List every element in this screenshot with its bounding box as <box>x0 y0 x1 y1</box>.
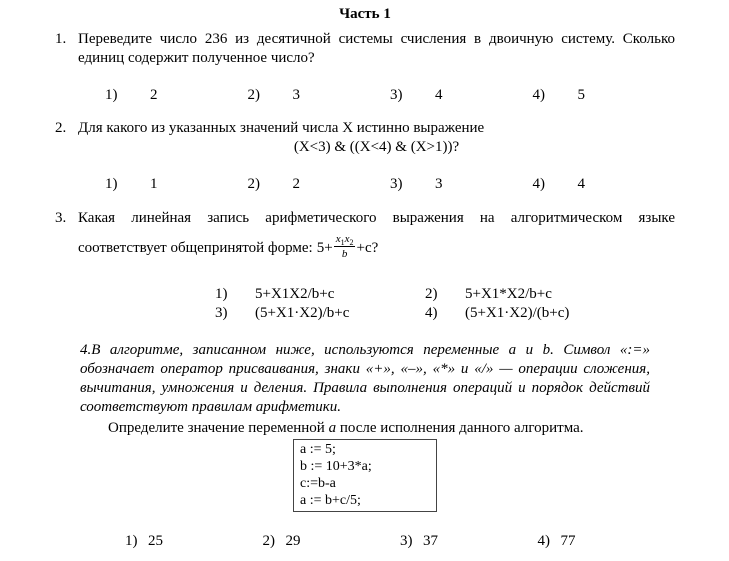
option <box>533 175 676 194</box>
option-label: 4) <box>532 176 545 192</box>
option-value: 4 <box>435 87 443 103</box>
option-value: 4 <box>577 176 585 192</box>
question-1-text: Переведите число 236 из десятичной системы счисления в двоичную систему. Сколько единиц содержит полученное число? <box>78 31 675 66</box>
code-line: c:=b-a <box>300 476 336 491</box>
option-label: 1) <box>105 176 118 192</box>
option-label: 4) <box>532 87 545 103</box>
option-value: 1 <box>150 176 158 192</box>
question-4-options <box>125 532 675 551</box>
question-2-text-line: Для какого из указанных значений числа X истинно выражение <box>78 120 485 136</box>
question-2-text <box>78 119 675 157</box>
question-3-options <box>215 285 675 323</box>
question-3-expression <box>316 232 379 262</box>
option-label: 2) <box>262 533 275 549</box>
option <box>533 86 676 105</box>
option <box>125 532 263 551</box>
option <box>538 532 676 551</box>
fraction <box>334 233 356 260</box>
question-3-text-line1: Какая линейная запись арифметического выражения на алгоритмическом языке <box>78 210 675 226</box>
option-label: 4) <box>425 305 438 321</box>
option-value: 25 <box>148 533 163 549</box>
code-line: a := b+c/5; <box>300 493 361 508</box>
option-value: 77 <box>560 533 576 549</box>
question-3-text-line2 <box>78 233 675 263</box>
question-3-text <box>78 209 675 263</box>
option-value: 3 <box>435 176 443 192</box>
option-label: 1) <box>125 533 138 549</box>
option <box>105 175 248 194</box>
question-2-options <box>105 175 675 194</box>
question-1 <box>55 30 675 68</box>
code-line: b := 10+3*a; <box>300 459 372 474</box>
question-2-number: 2. <box>55 120 67 136</box>
question-4-description: 4.В алгоритме, записанном ниже, используются переменные a и b. Символ «:=» обозначает оператор присваивания, знаки «+», «–», «*» и «/» — операции сложения, вычитания, умножения и деления. Правила выполнения операций и порядок действий соответствуют правилам арифметики. <box>80 342 650 415</box>
question-3 <box>55 209 675 263</box>
instruction-post: после исполнения данного алгоритма. <box>336 420 584 436</box>
option-label: 1) <box>105 87 118 103</box>
option-label: 3) <box>390 176 403 192</box>
option-value: 5 <box>577 87 585 103</box>
question-4-instruction <box>108 419 675 438</box>
option-label: 2) <box>247 176 260 192</box>
option <box>248 175 391 194</box>
option-value: 5+X1*X2/b+c <box>465 286 552 302</box>
option-label: 3) <box>390 87 403 103</box>
option <box>105 86 248 105</box>
option-row <box>215 304 675 323</box>
option-label: 2) <box>247 87 260 103</box>
fraction-denominator: b <box>341 247 348 260</box>
fraction-numerator: $x_1x_2$ <box>335 232 354 247</box>
option <box>400 532 538 551</box>
expression-prefix: 5+ <box>316 239 333 256</box>
option-label: 3) <box>215 305 228 321</box>
question-2 <box>55 119 675 157</box>
instruction-pre: Определите значение переменной <box>108 420 329 436</box>
option-row <box>215 285 675 304</box>
algorithm-code-box <box>293 439 437 512</box>
option-value: 3 <box>292 87 300 103</box>
option <box>390 86 533 105</box>
option-value: 37 <box>423 533 438 549</box>
option-value: 2 <box>292 176 300 192</box>
option-label: 2) <box>425 286 438 302</box>
question-2-formula: (X<3) & ((X<4) & (X>1))? <box>293 139 460 155</box>
option-label: 4) <box>537 533 550 549</box>
option-label: 3) <box>400 533 413 549</box>
page-title: Часть 1 <box>339 6 391 22</box>
option <box>248 86 391 105</box>
option-value: 5+X1X2/b+c <box>255 286 335 302</box>
option-value: (5+X1·X2)/b+c <box>255 305 350 321</box>
expression-suffix: +c? <box>356 239 379 256</box>
option-value: 2 <box>150 87 158 103</box>
option-value: (5+X1·X2)/(b+c) <box>465 305 570 321</box>
option <box>263 532 401 551</box>
option <box>390 175 533 194</box>
instruction-variable: a <box>328 420 337 436</box>
question-1-number: 1. <box>55 31 67 47</box>
code-line: a := 5; <box>300 442 336 457</box>
question-3-text-line2-label: соответствует общепринятой форме: <box>78 239 313 256</box>
question-3-number: 3. <box>55 210 67 226</box>
option-value: 29 <box>285 533 301 549</box>
option-label: 1) <box>215 286 228 302</box>
question-1-options <box>105 86 675 105</box>
